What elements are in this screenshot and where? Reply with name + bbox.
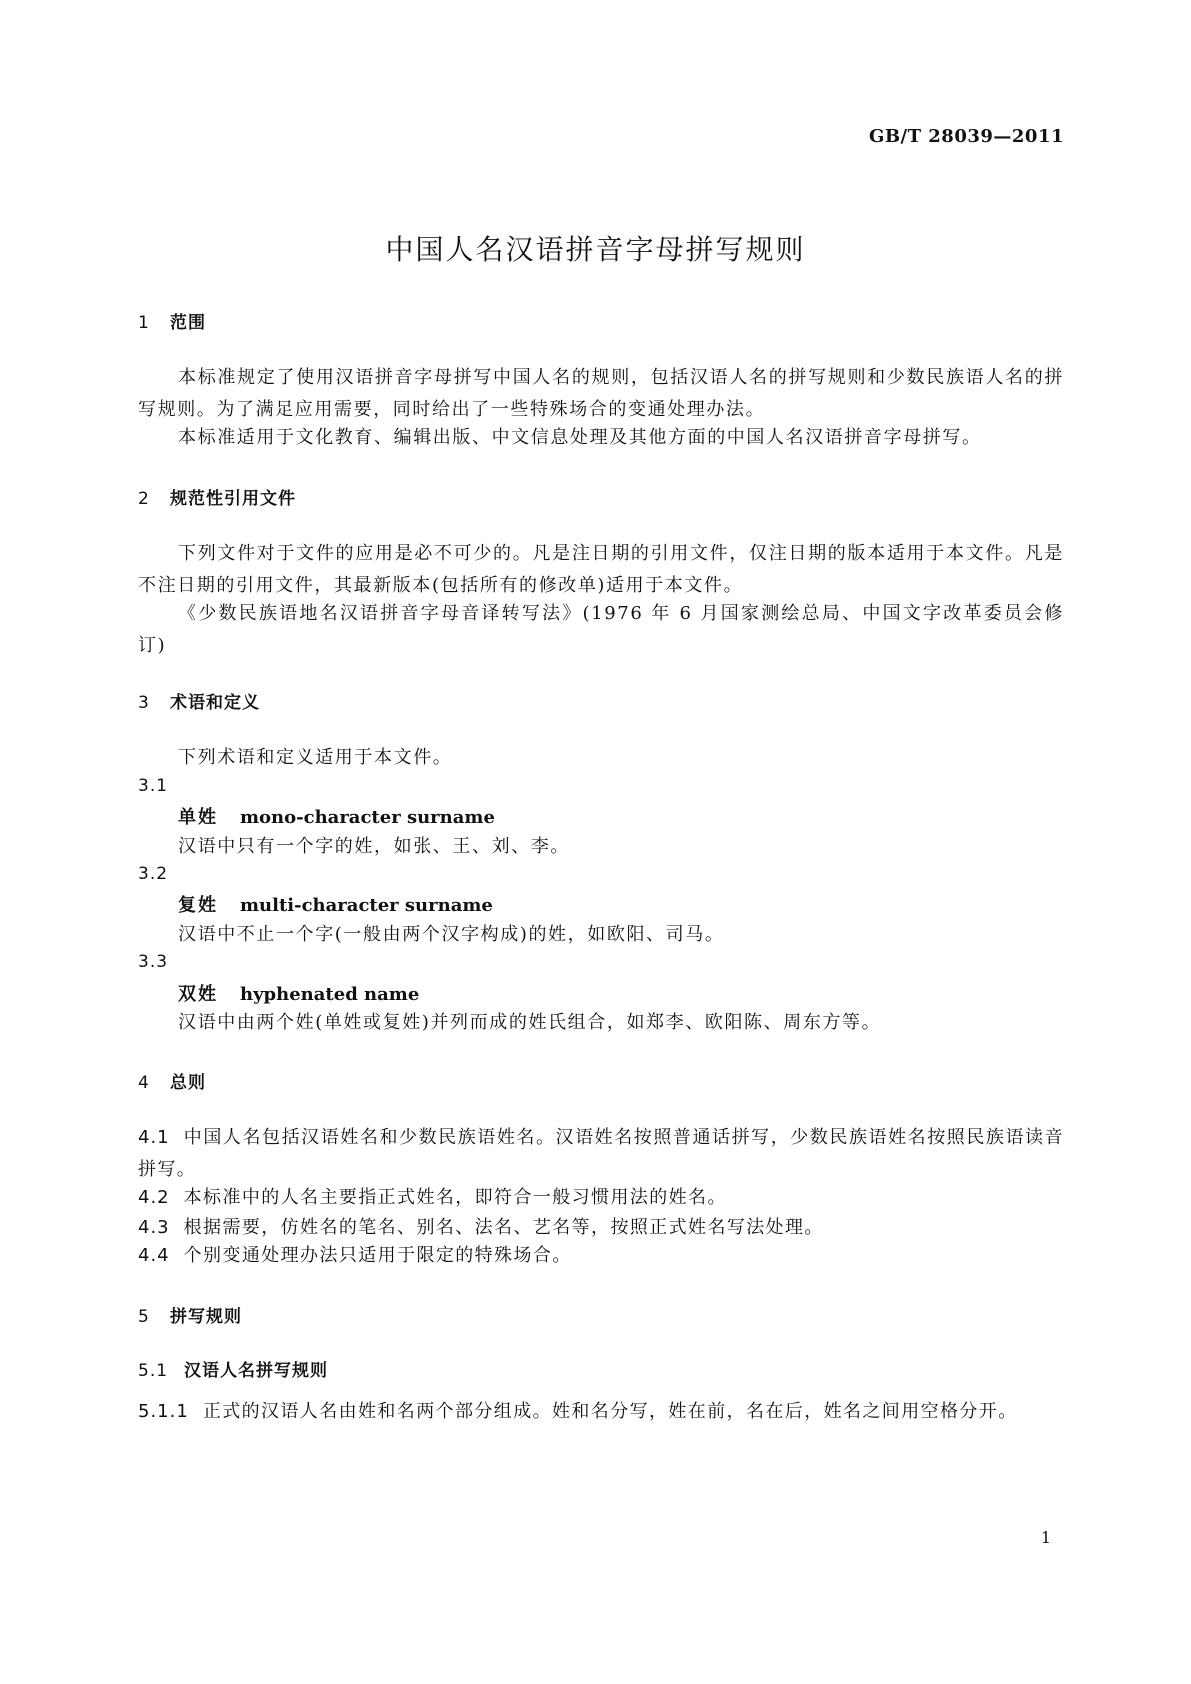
section-heading-3 <box>138 688 260 713</box>
term-english: mono-character surname <box>240 807 495 828</box>
paragraph: 下列术语和定义适用于本文件。 <box>178 747 453 768</box>
paragraph: 本标准适用于文化教育、编辑出版、中文信息处理及其他方面的中国人名汉语拼音字母拼写。 <box>178 427 982 448</box>
clause-text: 个别变通处理办法只适用于限定的特殊场合。 <box>183 1245 572 1266</box>
paragraph: 本标准规定了使用汉语拼音字母拼写中国人名的规则，包括汉语人名的拼写规则和少数民族语人名的拼写规则。为了满足应用需要，同时给出了一些特殊场合的变通处理办法。 <box>138 367 1064 420</box>
subsection-heading-5-1 <box>138 1356 328 1381</box>
term-entry <box>178 980 419 1006</box>
section-number: 5 <box>138 1307 150 1327</box>
term-english: multi-character surname <box>240 895 493 916</box>
section-title: 范围 <box>170 313 206 333</box>
clause-number: 5.1.1 <box>138 1401 189 1422</box>
term-number: 3.2 <box>138 864 169 884</box>
clause <box>138 1396 1064 1428</box>
term-entry <box>178 891 493 917</box>
term-chinese: 双姓 <box>178 984 218 1005</box>
section-number: 1 <box>138 313 150 333</box>
clause <box>138 1240 1064 1272</box>
term-english: hyphenated name <box>240 984 420 1005</box>
clause-number: 4.1 <box>138 1127 170 1148</box>
section-title: 总则 <box>170 1073 206 1093</box>
section-title: 拼写规则 <box>170 1307 242 1327</box>
clause-text: 根据需要，仿姓名的笔名、别名、法名、艺名等，按照正式姓名写法处理。 <box>183 1217 824 1238</box>
document-title: 中国人名汉语拼音字母拼写规则 <box>385 233 806 266</box>
section-heading-4 <box>138 1068 206 1093</box>
clause-text: 中国人名包括汉语姓名和少数民族语姓名。汉语姓名按照普通话拼写，少数民族语姓名按照民族语读音拼写。 <box>138 1127 1064 1180</box>
term-chinese: 复姓 <box>178 895 218 916</box>
term-number: 3.1 <box>138 776 169 796</box>
paragraph: 下列文件对于文件的应用是必不可少的。凡是注日期的引用文件，仅注日期的版本适用于本文件。凡是不注日期的引用文件，其最新版本(包括所有的修改单)适用于本文件。 <box>138 543 1064 596</box>
section-heading-5 <box>138 1302 242 1327</box>
term-number: 3.3 <box>138 952 169 972</box>
section-number: 4 <box>138 1073 150 1093</box>
section-heading-1 <box>138 308 206 333</box>
clause <box>138 1122 1064 1186</box>
page-number: 1 <box>1040 1528 1051 1547</box>
clause-number: 4.4 <box>138 1245 170 1266</box>
clause-number: 4.3 <box>138 1217 170 1238</box>
standard-code: GB/T 28039—2011 <box>868 126 1064 147</box>
term-chinese: 单姓 <box>178 807 218 828</box>
subsection-number: 5.1 <box>138 1361 169 1381</box>
section-heading-2 <box>138 484 296 509</box>
term-definition: 汉语中由两个姓(单姓或复姓)并列而成的姓氏组合，如郑李、欧阳陈、周东方等。 <box>178 1012 882 1033</box>
clause-text: 正式的汉语人名由姓和名两个部分组成。姓和名分写，姓在前，名在后，姓名之间用空格分开。 <box>202 1401 1018 1422</box>
clause <box>138 1182 1064 1214</box>
section-number: 2 <box>138 489 150 509</box>
clause-number: 4.2 <box>138 1187 170 1208</box>
section-title: 术语和定义 <box>170 693 260 713</box>
paragraph: 《少数民族语地名汉语拼音字母音译转写法》(1976 年 6 月国家测绘总局、中国文字改革委员会修订) <box>138 603 1064 656</box>
section-number: 3 <box>138 693 150 713</box>
term-definition: 汉语中不止一个字(一般由两个汉字构成)的姓，如欧阳、司马。 <box>178 924 725 945</box>
term-entry <box>178 803 495 829</box>
section-title: 规范性引用文件 <box>170 489 296 509</box>
clause-text: 本标准中的人名主要指正式姓名，即符合一般习惯用法的姓名。 <box>183 1187 727 1208</box>
subsection-title: 汉语人名拼写规则 <box>184 1361 328 1381</box>
term-definition: 汉语中只有一个字的姓，如张、王、刘、李。 <box>178 836 570 857</box>
